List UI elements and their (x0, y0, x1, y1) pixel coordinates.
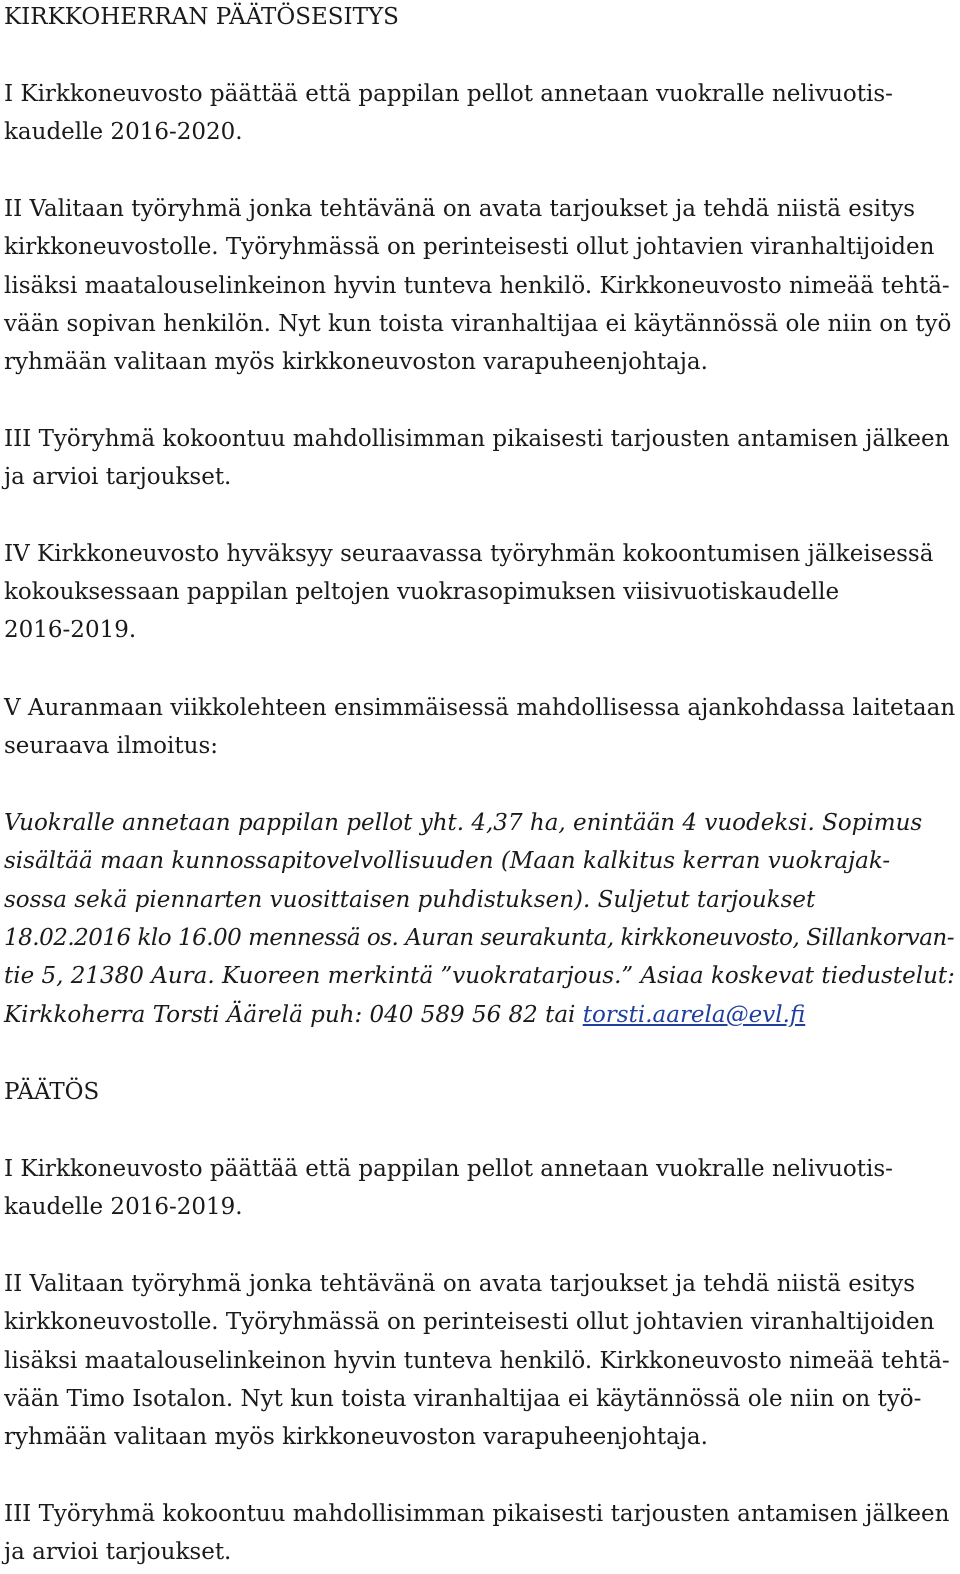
proposal-p4-line-1: IV Kirkkoneuvosto hyväksyy seuraavassa työryhmän kokoontumisen jälkeisessä (4, 541, 934, 567)
decision-p2-line-1: II Valitaan työryhmä jonka tehtävänä on avata tarjoukset ja tehdä niistä esitys (4, 1271, 916, 1297)
proposal-p3-line-2: ja arvioi tarjoukset. (4, 464, 232, 490)
proposal-p5-line-1: V Auranmaan viikkolehteen ensimmäisessä mahdollisessa ajankohdassa laitetaan (4, 695, 956, 721)
notice-line-4: 18.02.2016 klo 16.00 mennessä os. Auran seurakunta, kirkkoneuvosto, Sillankorvan- (4, 925, 955, 951)
proposal-p2-line-1: II Valitaan työryhmä jonka tehtävänä on avata tarjoukset ja tehdä niistä esitys (4, 196, 916, 222)
notice-line-1: Vuokralle annetaan pappilan pellot yht. 4,37 ha, enintään 4 vuodeksi. Sopimus (4, 810, 923, 836)
proposal-p3-line-1: III Työryhmä kokoontuu mahdollisimman pikaisesti tarjousten antamisen jälkeen (4, 426, 950, 452)
proposal-p4-line-3: 2016-2019. (4, 617, 137, 643)
decision-p3-line-2: ja arvioi tarjoukset. (4, 1539, 232, 1565)
proposal-p1-line-1: I Kirkkoneuvosto päättää että pappilan pellot annetaan vuokralle nelivuotis- (4, 81, 893, 107)
proposal-p2-line-3: lisäksi maatalouselinkeinon hyvin tunteva henkilö. Kirkkoneuvosto nimeää tehtä- (4, 273, 950, 299)
notice-line-6 (4, 996, 805, 1034)
proposal-p5-line-2: seuraava ilmoitus: (4, 733, 218, 759)
proposal-p1-line-2: kaudelle 2016-2020. (4, 119, 243, 145)
decision-p2-line-2: kirkkoneuvostolle. Työryhmässä on perinteisesti ollut johtavien viranhaltijoiden (4, 1309, 935, 1335)
notice-contact-text: Kirkkoherra Torsti Äärelä puh: 040 589 56 82 tai (4, 1002, 583, 1028)
decision-p2-line-3: lisäksi maatalouselinkeinon hyvin tunteva henkilö. Kirkkoneuvosto nimeää tehtä- (4, 1348, 950, 1374)
decision-heading: PÄÄTÖS (4, 1079, 100, 1105)
decision-p1-line-1: I Kirkkoneuvosto päättää että pappilan pellot annetaan vuokralle nelivuotis- (4, 1156, 893, 1182)
email-link[interactable]: torsti.aarela@evl.fi (582, 1002, 806, 1028)
document-heading: KIRKKOHERRAN PÄÄTÖSESITYS (4, 4, 399, 30)
notice-line-3: sossa sekä piennarten vuosittaisen puhdistuksen). Suljetut tarjoukset (4, 887, 816, 913)
notice-line-2: sisältää maan kunnossapitovelvollisuuden (Maan kalkitus kerran vuokrajak- (4, 848, 891, 874)
notice-line-5: tie 5, 21380 Aura. Kuoreen merkintä ”vuokratarjous.” Asiaa koskevat tiedustelut: (4, 963, 955, 989)
decision-p3-line-1: III Työryhmä kokoontuu mahdollisimman pikaisesti tarjousten antamisen jälkeen (4, 1501, 950, 1527)
decision-p2-line-5: ryhmään valitaan myös kirkkoneuvoston varapuheenjohtaja. (4, 1424, 708, 1450)
proposal-p2-line-2: kirkkoneuvostolle. Työryhmässä on perinteisesti ollut johtavien viranhaltijoiden (4, 234, 935, 260)
proposal-p4-line-2: kokouksessaan pappilan peltojen vuokrasopimuksen viisivuotiskaudelle (4, 579, 840, 605)
decision-p1-line-2: kaudelle 2016-2019. (4, 1194, 243, 1220)
proposal-p2-line-5: ryhmään valitaan myös kirkkoneuvoston varapuheenjohtaja. (4, 349, 708, 375)
decision-p2-line-4: vään Timo Isotalon. Nyt kun toista viranhaltijaa ei käytännössä ole niin on työ- (4, 1386, 922, 1412)
proposal-p2-line-4: vään sopivan henkilön. Nyt kun toista viranhaltijaa ei käytännössä ole niin on työ (4, 311, 952, 337)
